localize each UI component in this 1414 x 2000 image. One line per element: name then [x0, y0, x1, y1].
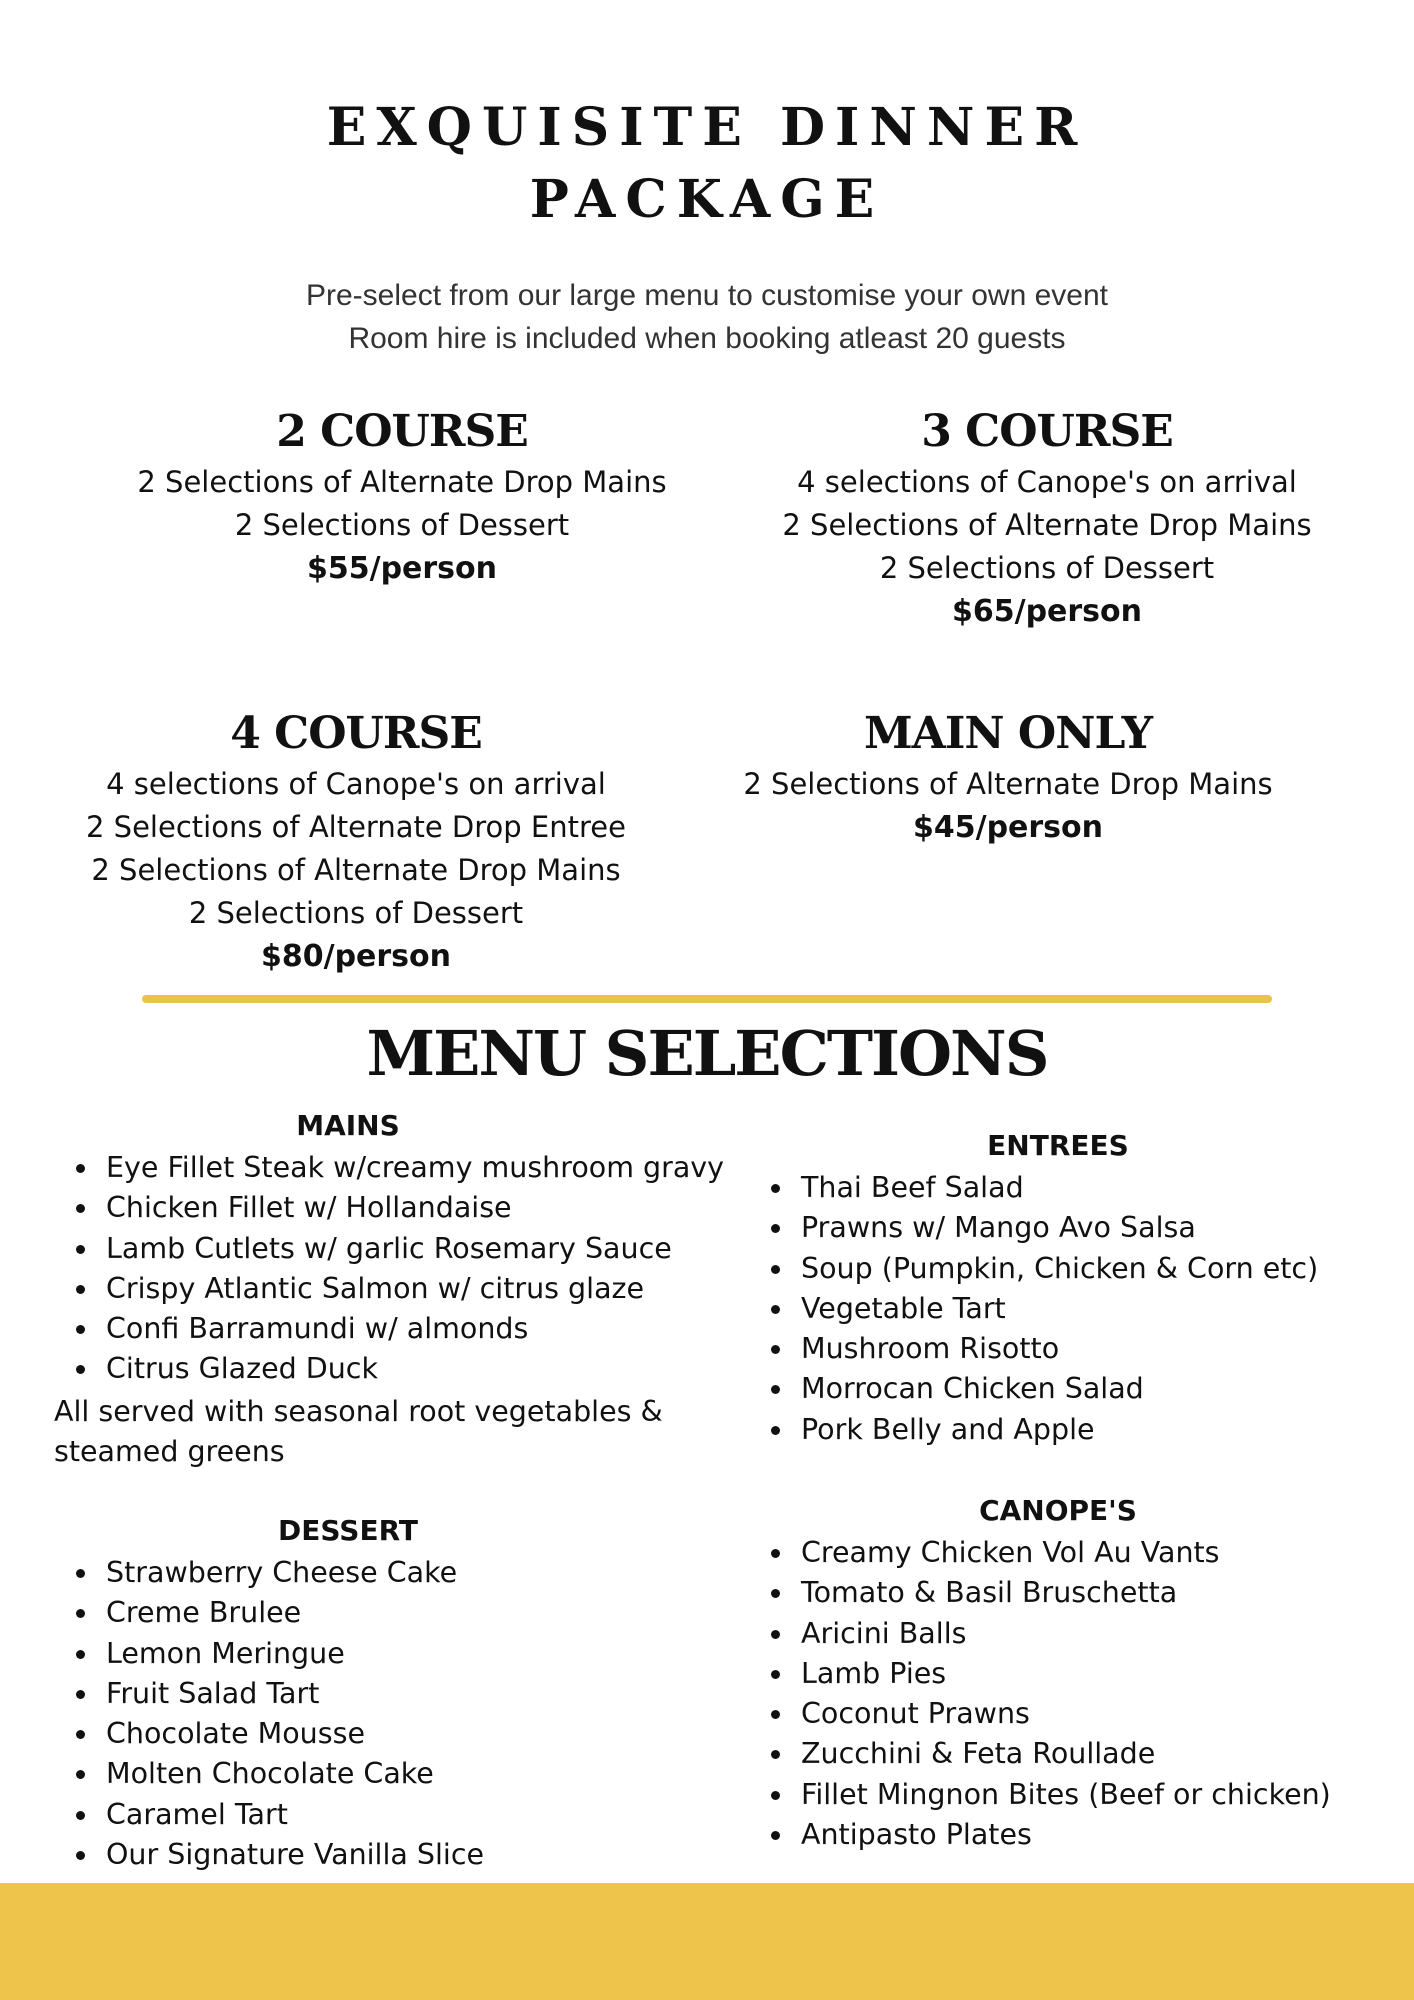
menu-heading: MENU SELECTIONS — [366, 1017, 1048, 1090]
mains-section — [54, 1106, 754, 1472]
list-item: Morrocan Chicken Salad — [749, 1369, 1389, 1409]
page-title — [0, 92, 1414, 236]
list-item: Crispy Atlantic Salmon w/ citrus glaze — [54, 1269, 754, 1309]
list-item: Aricini Balls — [749, 1614, 1399, 1654]
subtitle-line-1: Pre-select from our large menu to customise your own event — [305, 279, 1109, 312]
list-item: Vegetable Tart — [749, 1289, 1389, 1329]
package-price: $55/person — [306, 551, 498, 586]
list-item: Creamy Chicken Vol Au Vants — [749, 1533, 1399, 1573]
entrees-section — [749, 1126, 1389, 1450]
subtitle-line-2: Room hire is included when booking atleast 20 guests — [348, 322, 1066, 355]
package-heading: 2 COURSE — [276, 406, 528, 457]
package-line: 4 selections of Canope's on arrival — [106, 767, 606, 801]
list-item: Lemon Meringue — [54, 1634, 754, 1674]
list-item: Chicken Fillet w/ Hollandaise — [54, 1188, 754, 1228]
mains-note-line-2: steamed greens — [54, 1434, 285, 1468]
package-line: 2 Selections of Alternate Drop Mains — [91, 853, 621, 887]
list-item: Zucchini & Feta Roullade — [749, 1734, 1399, 1774]
list-item: Confi Barramundi w/ almonds — [54, 1309, 754, 1349]
list-item: Lamb Pies — [749, 1654, 1399, 1694]
package-line: 4 selections of Canope's on arrival — [797, 465, 1297, 499]
list-item: Fillet Mingnon Bites (Beef or chicken) — [749, 1775, 1399, 1815]
package-line: 2 Selections of Alternate Drop Entree — [86, 810, 626, 844]
package-line: 2 Selections of Alternate Drop Mains — [782, 508, 1312, 542]
package-heading: MAIN ONLY — [863, 708, 1153, 759]
package-line: 2 Selections of Dessert — [234, 508, 570, 542]
list-item: Chocolate Mousse — [54, 1714, 754, 1754]
list-item: Lamb Cutlets w/ garlic Rosemary Sauce — [54, 1229, 754, 1269]
list-item: Soup (Pumpkin, Chicken & Corn etc) — [749, 1249, 1389, 1289]
list-item: Thai Beef Salad — [749, 1168, 1389, 1208]
list-item: Mushroom Risotto — [749, 1329, 1389, 1369]
subtitle — [0, 274, 1414, 360]
title-line-2: PACKAGE — [529, 169, 885, 230]
section-heading: CANOPE'S — [979, 1494, 1137, 1527]
package-price: $80/person — [260, 939, 452, 974]
section-heading: ENTREES — [987, 1129, 1129, 1162]
package-4-course — [40, 705, 672, 978]
mains-note — [54, 1392, 754, 1472]
canopes-list — [749, 1533, 1399, 1855]
package-line: 2 Selections of Dessert — [188, 896, 524, 930]
list-item: Eye Fillet Steak w/creamy mushroom gravy — [54, 1148, 754, 1188]
package-line: 2 Selections of Dessert — [879, 551, 1215, 585]
section-heading: MAINS — [296, 1109, 400, 1142]
dessert-list — [54, 1553, 754, 1875]
list-item: Our Signature Vanilla Slice — [54, 1835, 754, 1875]
section-heading: DESSERT — [278, 1514, 418, 1547]
list-item: Coconut Prawns — [749, 1694, 1399, 1734]
package-2-course — [100, 403, 704, 590]
entrees-list — [749, 1168, 1389, 1450]
package-3-course — [727, 403, 1367, 633]
list-item: Antipasto Plates — [749, 1815, 1399, 1855]
list-item: Tomato & Basil Bruschetta — [749, 1573, 1399, 1613]
package-price: $45/person — [912, 810, 1104, 845]
mains-list — [54, 1148, 754, 1390]
list-item: Caramel Tart — [54, 1795, 754, 1835]
list-item: Molten Chocolate Cake — [54, 1754, 754, 1794]
package-heading: 3 COURSE — [921, 406, 1173, 457]
footer-band — [0, 1883, 1414, 2000]
package-line: 2 Selections of Alternate Drop Mains — [137, 465, 667, 499]
package-price: $65/person — [951, 594, 1143, 629]
package-heading: 4 COURSE — [230, 708, 482, 759]
mains-note-line-1: All served with seasonal root vegetables & — [54, 1394, 663, 1428]
list-item: Creme Brulee — [54, 1593, 754, 1633]
package-main-only — [688, 705, 1328, 849]
list-item: Strawberry Cheese Cake — [54, 1553, 754, 1593]
title-line-1: EXQUISITE DINNER — [326, 97, 1088, 158]
section-divider — [142, 995, 1272, 1003]
canopes-section — [749, 1491, 1399, 1855]
dessert-section — [54, 1511, 754, 1875]
list-item: Fruit Salad Tart — [54, 1674, 754, 1714]
package-line: 2 Selections of Alternate Drop Mains — [743, 767, 1273, 801]
list-item: Pork Belly and Apple — [749, 1410, 1389, 1450]
list-item: Citrus Glazed Duck — [54, 1349, 754, 1389]
list-item: Prawns w/ Mango Avo Salsa — [749, 1208, 1389, 1248]
